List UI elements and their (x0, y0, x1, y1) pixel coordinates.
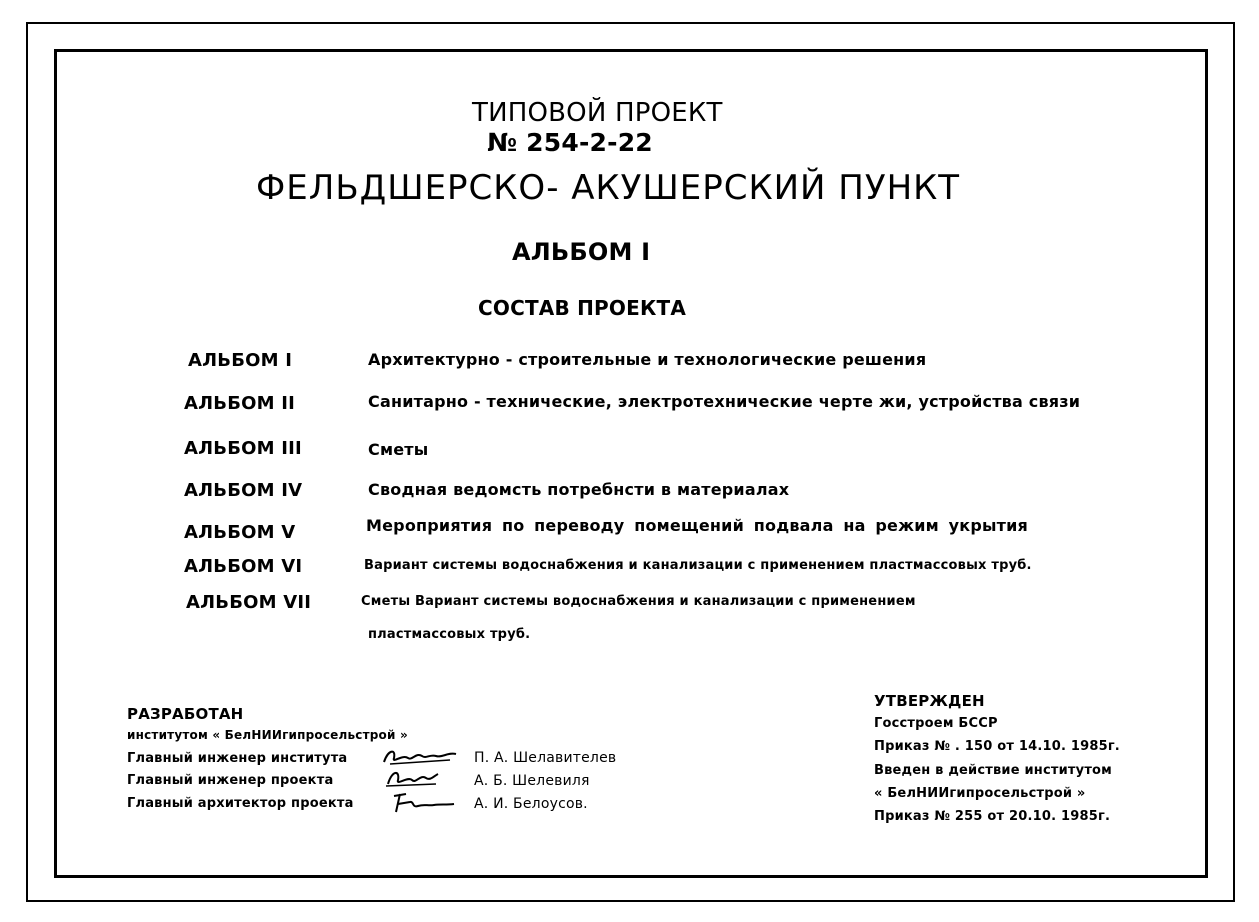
album-label: АЛЬБОМ VI (184, 556, 303, 577)
album-desc: Мероприятия по переводу помещений подвала на режим укрытия (366, 516, 1029, 535)
person-name: П. А. Шелавителев (474, 750, 617, 766)
person-name: А. И. Белоусов. (474, 796, 588, 812)
role-title: Главный инженер проекта (127, 773, 334, 788)
approved-line: Введен в действие институтом (874, 763, 1113, 778)
approved-heading: УТВЕРЖДЕН (874, 692, 985, 710)
album-desc: Сводная ведомсть потребнсти в материалах (368, 480, 790, 499)
album-label: АЛЬБОМ V (184, 522, 296, 543)
album-desc: Сметы Вариант системы водоснабжения и канализации с применением (361, 594, 916, 609)
developed-institute: институтом « БелНИИгипросельстрой » (127, 728, 408, 742)
role-title: Главный инженер института (127, 751, 348, 766)
approved-line: Госстроем БССР (874, 716, 998, 731)
project-type: ТИПОВОЙ ПРОЕКТ (472, 98, 723, 128)
role-title: Главный архитектор проекта (127, 796, 354, 811)
album-desc: Сметы (368, 440, 429, 459)
signature-image (380, 746, 460, 768)
person-name: А. Б. Шелевиля (474, 773, 590, 789)
developed-heading: РАЗРАБОТАН (127, 705, 244, 723)
album-desc-continued: пластмассовых труб. (368, 627, 531, 642)
album-desc: Санитарно - технические, электротехнические черте жи, устройства связи (368, 392, 1081, 411)
signature-image (382, 766, 442, 790)
signature-image (384, 790, 456, 816)
approved-line: Приказ № . 150 от 14.10. 1985г. (874, 739, 1120, 754)
album-desc: Архитектурно - строительные и технологические решения (368, 350, 927, 369)
album-desc: Вариант системы водоснабжения и канализации с применением пластмассовых труб. (364, 558, 1032, 573)
album-label: АЛЬБОМ II (184, 393, 295, 414)
page-title: ФЕЛЬДШЕРСКО- АКУШЕРСКИЙ ПУНКТ (256, 168, 961, 208)
album-heading: АЛЬБОМ I (512, 238, 651, 266)
album-label: АЛЬБОМ IV (184, 480, 303, 501)
album-label: АЛЬБОМ VII (186, 592, 312, 613)
approved-line: Приказ № 255 от 20.10. 1985г. (874, 809, 1111, 824)
composition-heading: СОСТАВ ПРОЕКТА (478, 296, 687, 320)
album-label: АЛЬБОМ I (188, 350, 293, 371)
album-label: АЛЬБОМ III (184, 438, 302, 459)
approved-line: « БелНИИгипросельстрой » (874, 786, 1086, 801)
project-number: № 254-2-22 (487, 128, 653, 157)
